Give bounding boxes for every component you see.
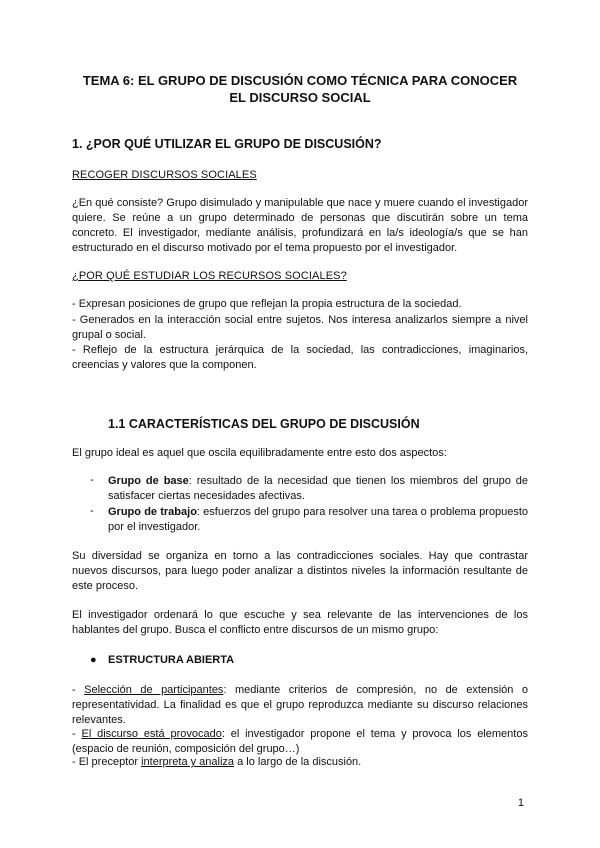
item-text: a lo largo de la discusión. xyxy=(234,756,362,768)
subheading-recoger: RECOGER DISCURSOS SOCIALES xyxy=(72,169,257,181)
bullet-text: : resultado de la necesidad que tienen los miembros del grupo de satisfacer ciertas necesidades afectivas. xyxy=(108,475,528,502)
bullet-term: Grupo de base xyxy=(108,475,189,487)
subheading-por-que: ¿POR QUÉ ESTUDIAR LOS RECURSOS SOCIALES? xyxy=(72,270,347,282)
structure-item-seleccion xyxy=(72,683,528,728)
item-prefix: - xyxy=(72,684,85,696)
structure-item-preceptor xyxy=(72,755,528,770)
item-term: interpreta y analiza xyxy=(141,756,235,768)
bullet-grupo-trabajo xyxy=(108,505,528,535)
bullet-dash: - xyxy=(90,474,94,486)
item-prefix: - El preceptor xyxy=(72,756,142,768)
item-term: El discurso está provocado xyxy=(81,728,222,740)
paragraph-consiste: ¿En qué consiste? Grupo disimulado y manipulable que nace y muere cuando el investigador quiere. Se reúne a un grupo determinado de personas que discutirán sobre un tema concreto. El investigador, mediante análisis, profundizará en la/s ideología/s que se han estructurado en el discurso motivado por el tema propuesto por el investigador. xyxy=(72,197,528,254)
item-text: : mediante criterios de compresión, no de extensión o representatividad. La finalidad es que el grupo reproduzca mediante su discurso relaciones relevantes. xyxy=(72,684,528,726)
bullet-grupo-base xyxy=(108,474,528,504)
item-term: Selección de participantes xyxy=(84,684,224,696)
title-line-1: TEMA 6: EL GRUPO DE DISCUSIÓN COMO TÉCNICA PARA CONOCER xyxy=(82,73,518,88)
list-item: - Generados en la interacción social entre sujetos. Nos interesa analizarlos siempre a nivel grupal o social. xyxy=(72,314,528,341)
structure-heading xyxy=(90,654,234,666)
section-1-heading: 1. ¿POR QUÉ UTILIZAR EL GRUPO DE DISCUSIÓN? xyxy=(72,137,382,151)
bullet-text: : esfuerzos del grupo para resolver una tarea o problema propuesto por el investigador. xyxy=(108,506,528,533)
bullet-dot-icon: ● xyxy=(90,654,97,666)
item-prefix: - xyxy=(72,728,82,740)
section-1-1-heading: 1.1 CARACTERÍSTICAS DEL GRUPO DE DISCUSIÓN xyxy=(108,417,420,431)
document-title xyxy=(72,72,528,106)
structure-heading-label: ESTRUCTURA ABIERTA xyxy=(108,654,235,666)
paragraph-diversidad: Su diversidad se organiza en torno a las contradicciones sociales. Hay que contrastar nuevos discursos, para luego poder analizar a distintos niveles la información resultante de este proceso. xyxy=(72,550,528,592)
bullet-term: Grupo de trabajo xyxy=(108,506,197,518)
bullet-dash: - xyxy=(90,505,94,517)
item-text: : el investigador propone el tema y provoca los elementos (espacio de reunión, composición del grupo…) xyxy=(72,728,528,755)
list-item: - Reflejo de la estructura jerárquica de la sociedad, las contradicciones, imaginarios, creencias y valores que la componen. xyxy=(72,344,528,371)
paragraph-intro: El grupo ideal es aquel que oscila equilibradamente entre esto dos aspectos: xyxy=(72,447,447,459)
list-item: - Expresan posiciones de grupo que reflejan la propia estructura de la sociedad. xyxy=(72,298,462,310)
structure-item-discurso xyxy=(72,727,528,757)
paragraph-investigador: El investigador ordenará lo que escuche y sea relevante de las intervenciones de los hablantes del grupo. Busca el conflicto entre discursos de un mismo grupo: xyxy=(72,609,528,636)
page-number: 1 xyxy=(517,797,524,809)
title-line-2: EL DISCURSO SOCIAL xyxy=(229,90,371,105)
